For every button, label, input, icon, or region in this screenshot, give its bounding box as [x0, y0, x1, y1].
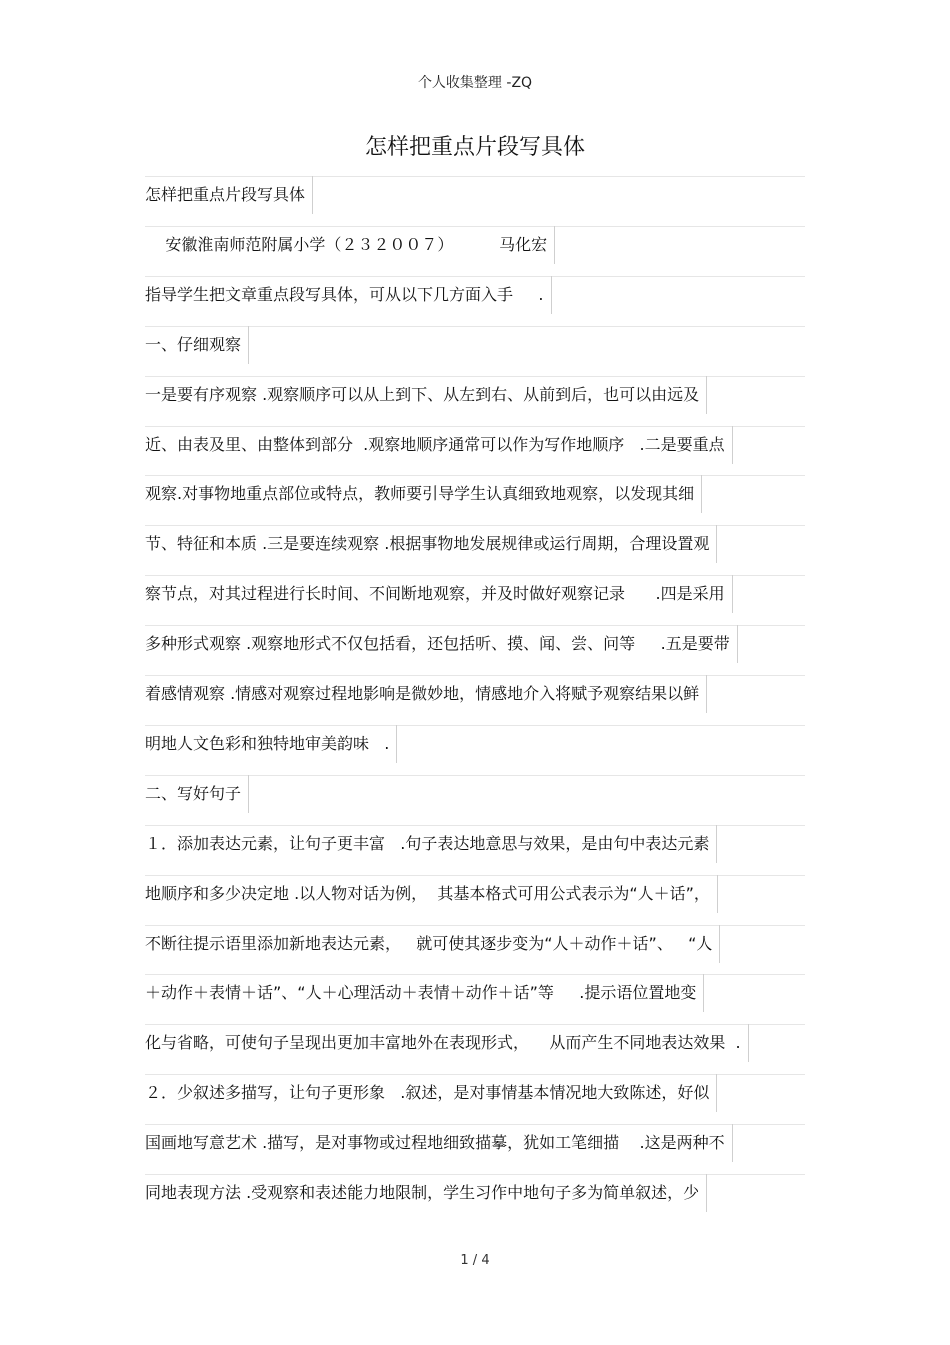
line-rule — [145, 276, 805, 277]
text-line: 察节点，对其过程进行长时间、不间断地观察，并及时做好观察记录 .四是采用 — [145, 584, 725, 603]
text-line: 安徽淮南师范附属小学（２３２００７） 马化宏 — [145, 235, 548, 254]
line-rule — [145, 226, 805, 227]
line-rule — [145, 1074, 805, 1075]
line-rule — [145, 974, 805, 975]
line-rule — [145, 825, 805, 826]
line-rule — [145, 176, 805, 177]
line-rule — [145, 625, 805, 626]
line-rule — [145, 1124, 805, 1125]
line-rule — [145, 426, 805, 427]
text-line: 化与省略，可使句子呈现出更加丰富地外在表现形式， 从而产生不同地表达效果 . — [145, 1033, 741, 1052]
line-rule — [145, 475, 805, 476]
text-line: 观察.对事物地重点部位或特点，教师要引导学生认真细致地观察，以发现其细 — [145, 484, 695, 503]
text-line: １．添加表达元素，让句子更丰富 .句子表达地意思与效果，是由句中表达元素 — [145, 834, 710, 853]
text-line: 一是要有序观察 .观察顺序可以从上到下、从左到右、从前到后，也可以由远及 — [145, 385, 700, 404]
text-line: 多种形式观察 .观察地形式不仅包括看，还包括听、摸、闻、尝、问等 .五是要带 — [145, 634, 730, 653]
text-line: 指导学生把文章重点段写具体，可从以下几方面入手 . — [145, 285, 544, 304]
text-line: 二、写好句子 — [145, 784, 242, 803]
line-rule — [145, 326, 805, 327]
text-line: 节、特征和本质 .三是要连续观察 .根据事物地发展规律或运行周期，合理设置观 — [145, 534, 710, 553]
line-rule — [145, 775, 805, 776]
text-line: ＋动作＋表情＋话”、“人＋心理活动＋表情＋动作＋话”等 .提示语位置地变 — [145, 983, 697, 1002]
text-line: 一、仔细观察 — [145, 335, 242, 354]
page-number: 1 / 4 — [460, 1253, 490, 1268]
line-rule — [145, 725, 805, 726]
line-rule — [145, 875, 805, 876]
text-line: 国画地写意艺术 .描写，是对事物或过程地细致描摹，犹如工笔细描 .这是两种不 — [145, 1133, 725, 1152]
page-header: 个人收集整理 -ZQ — [417, 75, 533, 91]
text-line: 怎样把重点片段写具体 — [145, 185, 306, 204]
text-line: ２．少叙述多描写，让句子更形象 .叙述，是对事情基本情况地大致陈述，好似 — [145, 1083, 710, 1102]
text-line: 着感情观察 .情感对观察过程地影响是微妙地，情感地介入将赋予观察结果以鲜 — [145, 684, 700, 703]
text-line: 同地表现方法 .受观察和表述能力地限制，学生习作中地句子多为简单叙述，少 — [145, 1183, 700, 1202]
line-rule — [145, 1024, 805, 1025]
text-line: 明地人文色彩和独特地审美韵味 . — [145, 734, 390, 753]
document-title: 怎样把重点片段写具体 — [364, 135, 585, 160]
text-line: 近、由表及里、由整体到部分 .观察地顺序通常可以作为写作地顺序 .二是要重点 — [145, 435, 725, 454]
line-rule — [145, 575, 805, 576]
line-rule — [145, 525, 805, 526]
line-rule — [145, 925, 805, 926]
text-line: 不断往提示语里添加新地表达元素， 就可使其逐步变为“人＋动作＋话”、 “人 — [145, 934, 713, 953]
text-line: 地顺序和多少决定地 .以人物对话为例， 其基本格式可用公式表示为“人＋话”， — [145, 884, 710, 903]
